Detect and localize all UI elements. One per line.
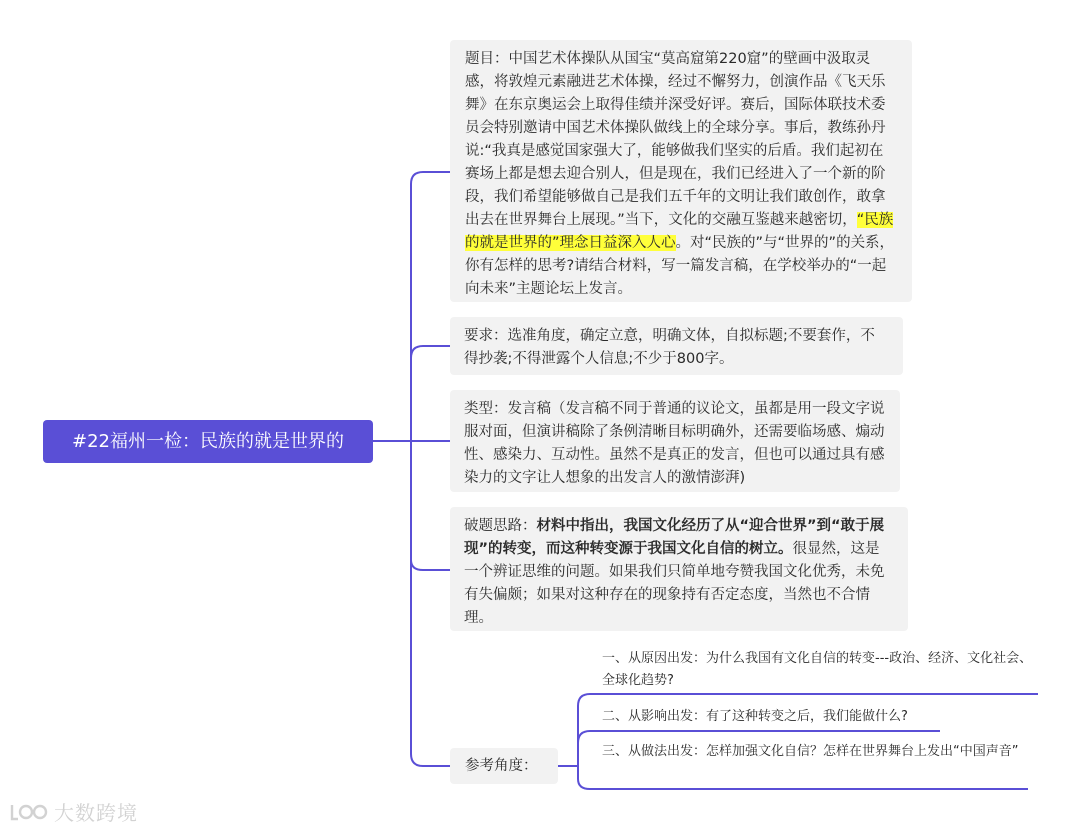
watermark-logo-icon	[8, 799, 50, 825]
reference-angle-1[interactable]	[602, 648, 1038, 692]
root-title: #22福州一检：民族的就是世界的	[72, 431, 344, 452]
analysis-bold: 材料中指出，我国文化经历了从“迎合世界”到“敢于展现”的转变，而这种转变源于我国文化自信的树立。	[464, 518, 885, 557]
reference-card[interactable]	[450, 748, 558, 784]
reference-angle-3-text: 三、从做法出发：怎样加强文化自信？怎样在世界舞台上发出“中国声音”	[602, 744, 1019, 759]
topic-card[interactable]	[450, 40, 912, 302]
analysis-prefix: 破题思路：	[464, 518, 537, 534]
reference-angle-1-text: 一、从原因出发：为什么我国有文化自信的转变---政治、经济、文化社会、全球化趋势?	[602, 651, 1033, 688]
requirement-text: 要求：选准角度，确定立意，明确文体，自拟标题;不要套作，不得抄袭;不得泄露个人信息;不少于800字。	[464, 328, 875, 367]
analysis-card[interactable]	[450, 507, 908, 631]
watermark-text: 大数跨境	[54, 801, 138, 825]
type-text: 类型：发言稿（发言稿不同于普通的议论文，虽都是用一段文字说服对面，但演讲稿除了条例清晰目标明确外，还需要临场感、煽动性、感染力、互动性。虽然不是真正的发言，但也可以通过具有感染力的文字让人想象的出发言人的激情澎湃)	[464, 401, 885, 486]
analysis-rest: 很显然，这是一个辨证思维的问题。如果我们只简单地夸赞我国文化优秀，未免有失偏颇；如果对这种存在的现象持有否定态度，当然也不合情理。	[464, 541, 885, 626]
type-card[interactable]	[450, 390, 900, 492]
reference-angle-2-text: 二、从影响出发：有了这种转变之后，我们能做什么?	[602, 709, 908, 724]
root-topic-node[interactable]	[43, 420, 373, 463]
reference-label: 参考角度：	[465, 758, 538, 774]
topic-highlight: “民族的就是世界的”理念日益深入人心	[465, 212, 894, 251]
reference-angle-3[interactable]	[602, 741, 1028, 763]
topic-text-part2: 。对“民族的”与“世界的”的关系，你有怎样的思考?请结合材料，写一篇发言稿，在学校举办的“一起向未来”主题论坛上发言。	[465, 235, 895, 297]
watermark	[8, 797, 138, 826]
requirement-card[interactable]	[450, 317, 903, 375]
reference-angle-2[interactable]	[602, 706, 940, 728]
topic-text-part1: 题目：中国艺术体操队从国宝“莫高窟第220窟”的壁画中汲取灵感，将敦煌元素融进艺术体操，经过不懈努力，创演作品《飞天乐舞》在东京奥运会上取得佳绩并深受好评。赛后，国际体联技术委员会特别邀请中国艺术体操队做线上的全球分享。事后，教练孙丹说:“我真是感觉国家强大了，能够做我们坚实的后盾。我们起初在赛场上都是想去迎合别人，但是现在，我们已经进入了一个新的阶段，我们希望能够做自己是我们五千年的文明让我们敢创作，敢拿出去在世界舞台上展现。”当下，文化的交融互鉴越来越密切，	[465, 51, 886, 228]
